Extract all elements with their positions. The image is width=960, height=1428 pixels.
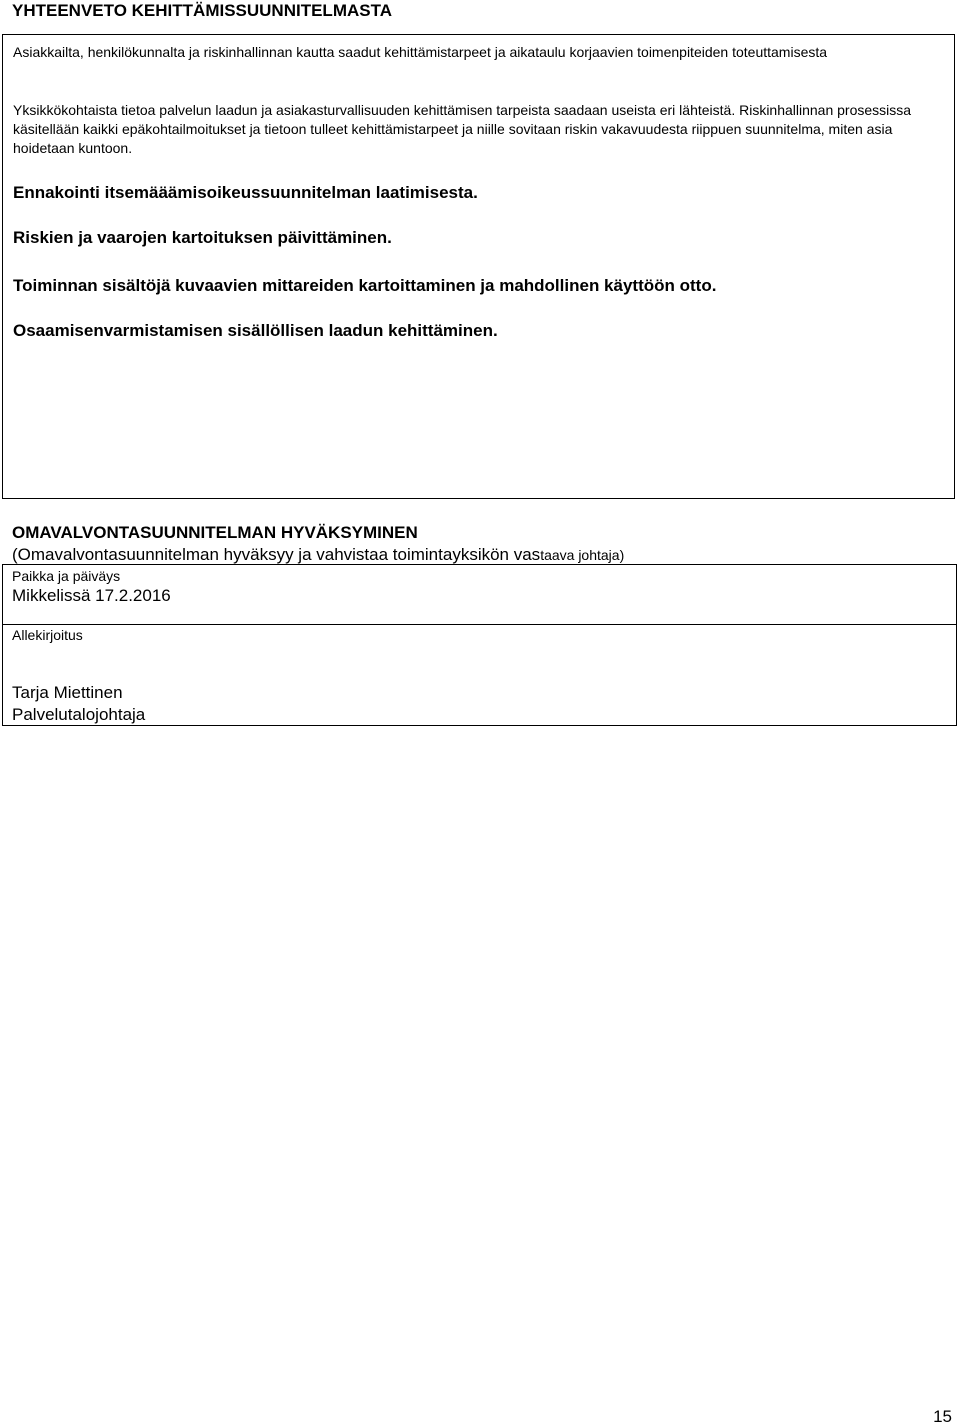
body-paragraph: Yksikkökohtaista tietoa palvelun laadun ja asiakasturvallisuuden kehittämisen tarpeista saadaan useista eri lähteistä. Riskinhallinnan prosessissa käsitellään kaikki epäkohtailmoitukset ja tietoon tulleet kehittämistarpeet ja niille sovitaan riskin vakavuudesta riippuen suunnitelma, miten asia hoidetaan kuntoon.: [13, 102, 912, 156]
signer-name: Tarja Miettinen: [12, 683, 123, 702]
signature-label: Allekirjoitus: [12, 627, 83, 643]
place-date-value: Mikkelissä 17.2.2016: [12, 586, 171, 605]
signature-table: [2, 564, 957, 726]
section-title: YHTEENVETO KEHITTÄMISSUUNNITELMASTA: [12, 1, 392, 20]
goal-item: Osaamisenvarmistamisen sisällöllisen laadun kehittäminen.: [13, 321, 498, 340]
table-divider: [3, 624, 956, 625]
page-number: 15: [933, 1407, 952, 1426]
signer-title: Palvelutalojohtaja: [12, 705, 146, 724]
goal-item: Riskien ja vaarojen kartoituksen päivittäminen.: [13, 228, 392, 247]
intro-paragraph: Asiakkailta, henkilökunnalta ja riskinhallinnan kautta saadut kehittämistarpeet ja aikataulu korjaavien toimenpiteiden toteuttamisesta: [13, 44, 828, 60]
approval-note: [12, 544, 624, 566]
goal-item: Toiminnan sisältöjä kuvaavien mittareiden kartoittaminen ja mahdollinen käyttöön otto.: [13, 276, 717, 295]
place-date-label: Paikka ja päiväys: [12, 568, 121, 584]
summary-box: [2, 34, 955, 499]
approval-title: OMAVALVONTASUUNNITELMAN HYVÄKSYMINEN: [12, 523, 418, 542]
approval-note-main: (Omavalvontasuunnitelman hyväksyy ja vahvistaa toimintayksikön vas: [12, 545, 541, 564]
approval-note-end: taava johtaja): [540, 547, 625, 563]
goal-item: Ennakointi itsemääämisoikeussuunnitelman laatimisesta.: [13, 183, 478, 202]
